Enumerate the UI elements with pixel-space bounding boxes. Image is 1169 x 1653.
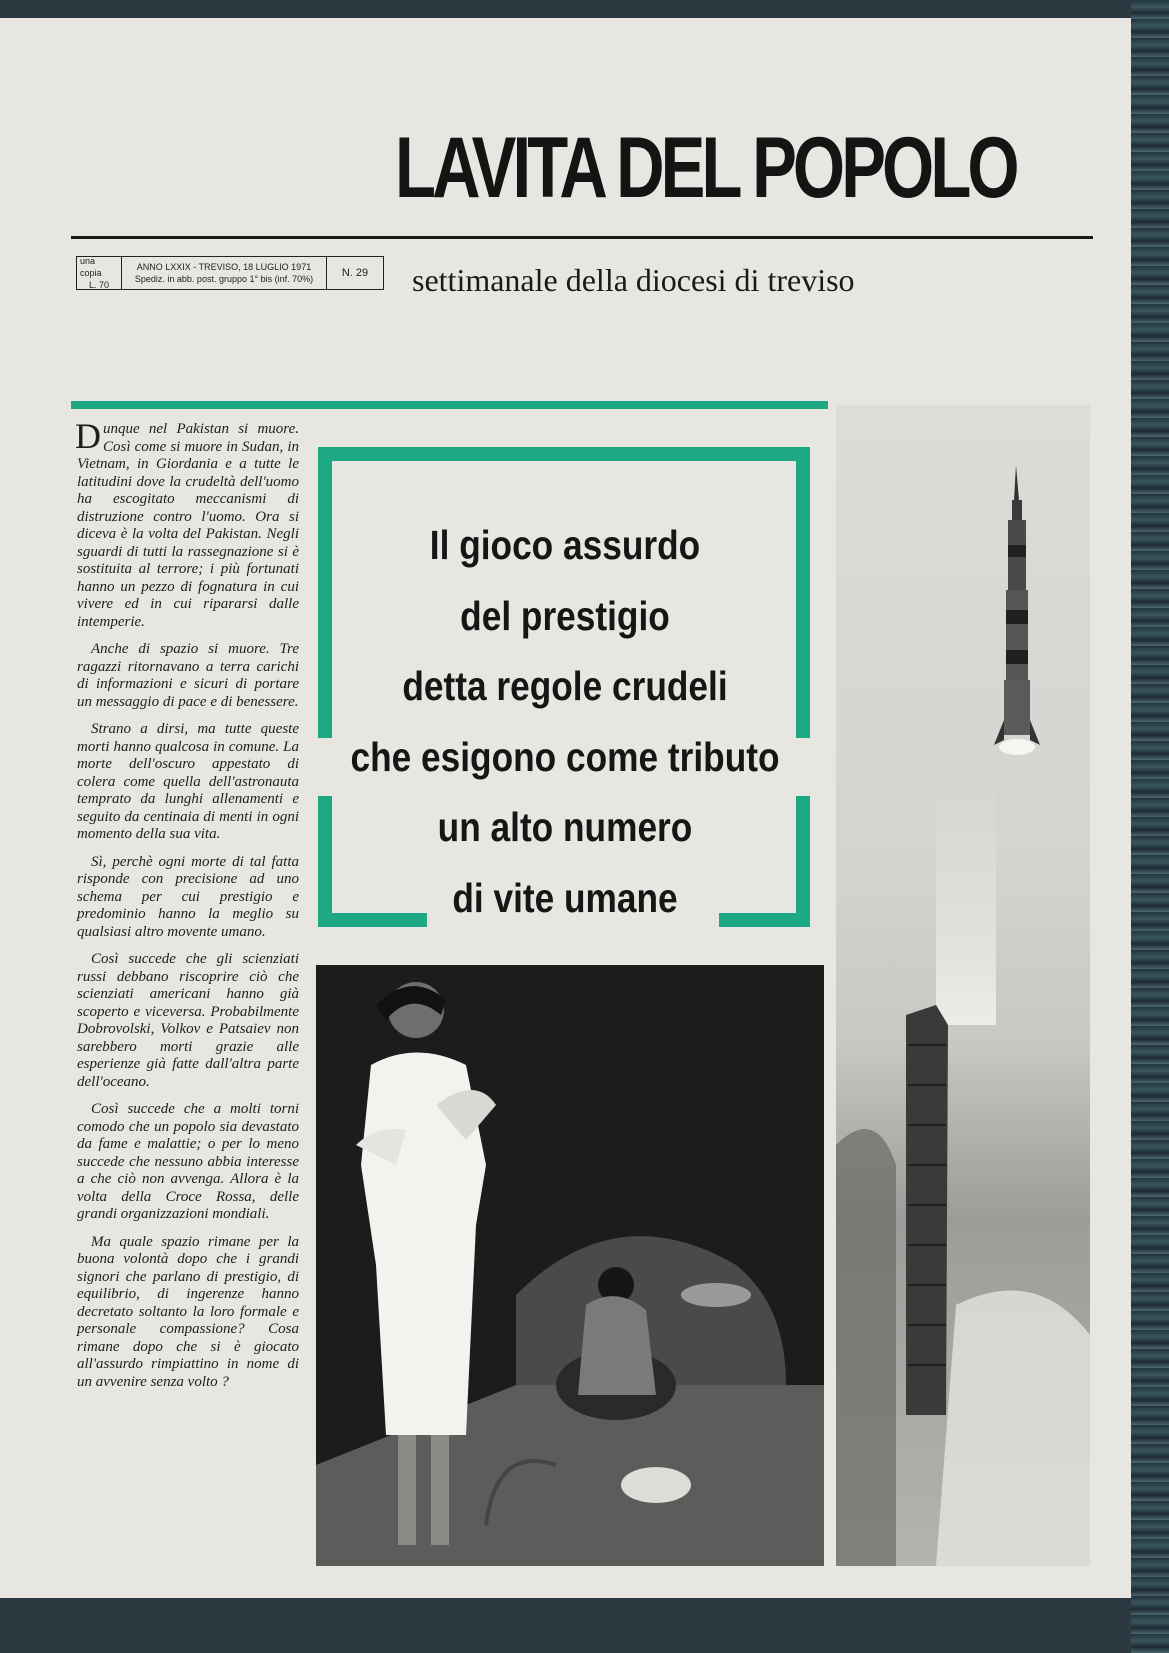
article-paragraph: Anche di spazio si muore. Tre ragazzi ritornavano a terra carichi di informazioni e sicuri di portare un messaggio di pace e di benessere.: [77, 641, 299, 710]
editorial-article: [75, 416, 299, 1401]
issue-info-box: [76, 256, 384, 290]
issue-number: N. 29: [341, 267, 369, 279]
issue-number-cell: [327, 257, 383, 289]
article-paragraph: Così succede che a molti torni comodo che un popolo sia devastato da fame e malattie; o per lo meno succede che nessuno abbia interesse a che ciò non avvenga. Allora è la volta della Croce Rossa, delle grandi organizzazioni mondiali.: [77, 1101, 299, 1222]
headline-line: Il gioco assurdo: [429, 522, 701, 568]
rocket-launch-photo: [836, 405, 1090, 1566]
headline-line: del prestigio: [460, 592, 670, 639]
binding-edge: [1131, 0, 1169, 1653]
newspaper-page: [0, 18, 1148, 1598]
headline-line: di vite umane: [452, 874, 678, 921]
article-paragraph: Così succede che gli scienziati russi debbano riscoprire ciò che scienziati americani hanno già scoperto e viceversa. Probabilmente Dobrovolski, Volkov e Patsaiev non sarebbero morti grazie alle esperienze già fatte dall'altra parte dell'oceano.: [77, 951, 299, 1090]
issue-date: ANNO LXXIX - TREVISO, 18 LUGLIO 1971: [136, 262, 312, 272]
green-rule: [71, 401, 828, 409]
masthead-rule: [71, 236, 1093, 239]
masthead-title: LAVITA DEL POPOLO: [395, 120, 1016, 216]
refugees-illustration: [316, 965, 824, 1566]
article-paragraph: Dunque nel Pakistan si muore. Così come si muore in Sudan, in Vietnam, in Giordania e a tutte le latitudini dove la crudeltà dell'uomo ha escogitato meccanismi di distruzione contro l'uomo. Ora si diceva è la volta del Pakistan. Negli sguardi di tutti la rassegnazione si è sostituita al terrore; i più fortunati hanno un pezzo di fognatura in cui vivere ed in cui ripararsi dalle intemperie.: [75, 416, 299, 630]
refugees-photo: [316, 965, 824, 1566]
postal-info: Spediz. in abb. post. gruppo 1° bis (inf. 70%): [134, 274, 314, 284]
article-paragraph: Ma quale spazio rimane per la buona volontà dopo che i grandi signori che parlano di prestigio, di equilibrio, di ingerenze hanno decretato soltanto la loro formale e personale compassione? Cosa rimane dopo che si è giocato all'assurdo rimpiattino in nome di un avvenire senza volto ?: [77, 1233, 299, 1390]
article-paragraph: Sì, perchè ogni morte di tal fatta risponde con precisione ad uno schema per cui prestigio e predominio hanno la meglio su qualsiasi altro movente umano.: [77, 853, 299, 940]
headline-line: un alto numero: [437, 804, 693, 850]
rocket-illustration: [836, 405, 1090, 1566]
price: L. 70: [88, 280, 110, 290]
article-paragraph: Strano a dirsi, ma tutte queste morti hanno qualcosa in comune. La morte dell'oscuro appestato di colera come quella dell'astronauta temprato da lunghi allenamenti e seguito da centinaia di menti in ogni momento della sua vita.: [77, 721, 299, 842]
masthead-subtitle: settimanale della diocesi di treviso: [412, 262, 855, 298]
price-cell: [77, 257, 122, 289]
issue-details-cell: [122, 257, 327, 289]
copy-label: una copia: [80, 256, 102, 278]
headline: [300, 510, 830, 933]
headline-line: detta regole crudeli: [402, 663, 728, 709]
headline-line: che esigono come tributo: [350, 733, 780, 780]
drop-cap: D: [75, 416, 101, 456]
